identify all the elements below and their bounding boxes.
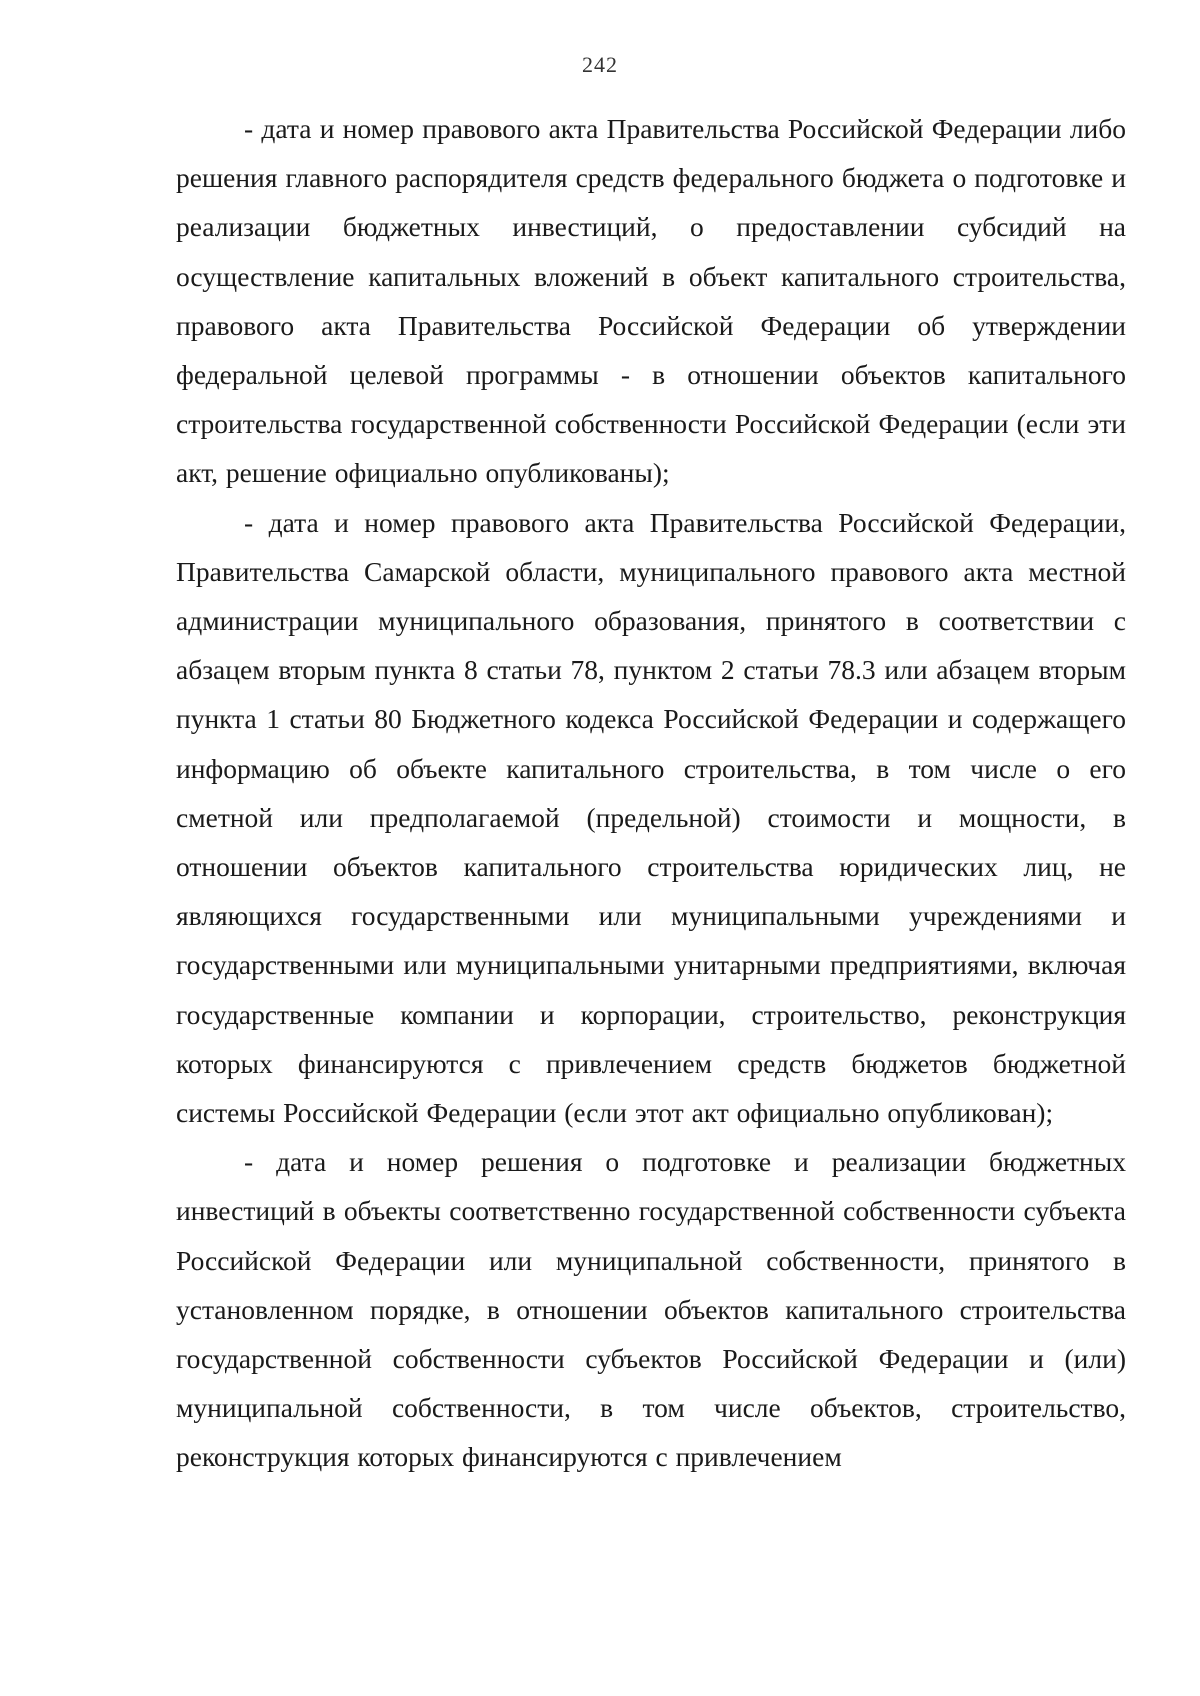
paragraph-legal-act-legal-entities: - дата и номер правового акта Правительства Российской Федерации, Правительства Самарской области, муниципального правового акта местной администрации муниципального образования, принятого в соответствии с абзацем вторым пункта 8 статьи 78, пунктом 2 статьи 78.3 или абзацем вторым пункта 1 статьи 80 Бюджетного кодекса Российской Федерации и содержащего информацию об объекте капитального строительства, в том числе о его сметной или предполагаемой (предельной) стоимости и мощности, в отношении объектов капитального строительства юридических лиц, не являющихся государственными или муниципальными учреждениями и государственными или муниципальными унитарными предприятиями, включая государственные компании и корпорации, строительство, реконструкция которых финансируются с привлечением средств бюджетов бюджетной системы Российской Федерации (если этот акт официально опубликован); — [176, 506, 1126, 1129]
document-body — [176, 104, 1126, 1482]
page-number: 242 — [582, 52, 618, 77]
paragraph-legal-act-federal: - дата и номер правового акта Правительства Российской Федерации либо решения главного распорядителя средств федерального бюджета о подготовке и реализации бюджетных инвестиций, о предоставлении субсидий на осуществление капитальных вложений в объект капитального строительства, правового акта Правительства Российской Федерации об утверждении федеральной целевой программы - в отношении объектов капитального строительства государственной собственности Российской Федерации (если эти акт, решение официально опубликованы); — [176, 113, 1126, 489]
paragraph-decision-regional-municipal: - дата и номер решения о подготовке и реализации бюджетных инвестиций в объекты соответственно государственной собственности субъекта Российской Федерации или муниципальной собственности, принятого в установленном порядке, в отношении объектов капитального строительства государственной собственности субъектов Российской Федерации и (или) муниципальной собственности, в том числе объектов, строительство, реконструкция которых финансируются с привлечением — [176, 1146, 1126, 1473]
